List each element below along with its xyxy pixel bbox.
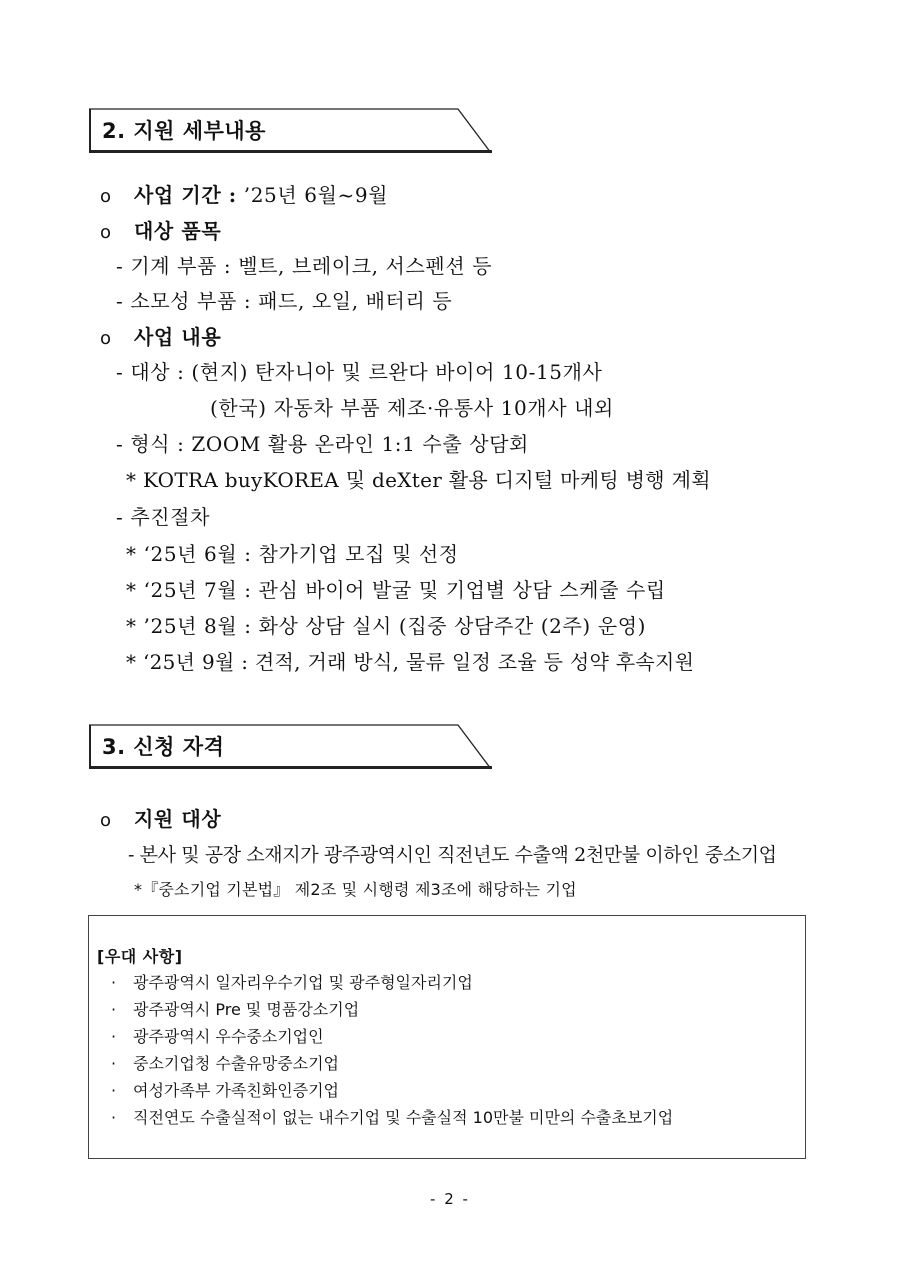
procedure-step-2: * ‘25년 7월 : 관심 바이어 발굴 및 기업별 상담 스케줄 수립 [126,578,666,602]
period-value: ’25년 6월~9월 [243,183,389,207]
bullet-marker: o [100,222,112,243]
format-note: * KOTRA buyKOREA 및 deXter 활용 디지털 마케팅 병행 계획 [126,468,711,492]
items-heading [100,217,221,247]
content-heading [100,323,221,353]
item-line-2: - 소모성 부품 : 패드, 오일, 배터리 등 [116,289,453,313]
page-number: - 2 - [430,1190,470,1208]
preference-item: · 광주광역시 Pre 및 명품강소기업 [111,1000,360,1019]
eligibility-label: 지원 대상 [134,807,222,831]
bullet-marker: o [100,186,112,207]
section-2-title: 2. 지원 세부내용 [102,119,266,143]
section-3-header [88,724,492,770]
target-line-1: - 대상 : (현지) 탄자니아 및 르완다 바이어 10-15개사 [116,360,603,384]
procedure-step-3: * ’25년 8월 : 화상 상담 실시 (집중 상담주간 (2주) 운영) [126,614,647,638]
section-3-title: 3. 신청 자격 [102,735,225,759]
preference-item: · 직전연도 수출실적이 없는 내수기업 및 수출실적 10만불 미만의 수출초보기업 [111,1108,674,1127]
content-label: 사업 내용 [134,325,222,349]
item-line-1: - 기계 부품 : 벨트, 브레이크, 서스펜션 등 [116,254,493,278]
bullet-marker: o [100,810,112,831]
procedure-label: - 추진절차 [116,505,210,529]
procedure-step-4: * ‘25년 9월 : 견적, 거래 방식, 물류 일정 조율 등 성약 후속지원 [126,650,695,674]
target-line-2: (한국) 자동차 부품 제조·유통사 10개사 내외 [210,396,614,420]
preference-item: · 광주광역시 우수중소기업인 [111,1027,324,1046]
eligibility-heading [100,805,221,835]
items-label: 대상 품목 [134,219,222,243]
section-2-header [88,108,492,154]
format-line: - 형식 : ZOOM 활용 온라인 1:1 수출 상담회 [116,432,529,456]
preference-title: [우대 사항] [97,947,183,966]
eligibility-line: - 본사 및 공장 소재지가 광주광역시인 직전년도 수출액 2천만불 이하인 중소기업 [128,844,777,866]
bullet-marker: o [100,328,112,349]
eligibility-note: *『중소기업 기본법』 제2조 및 시행령 제3조에 해당하는 기업 [134,880,577,899]
preference-item: · 광주광역시 일자리우수기업 및 광주형일자리기업 [111,973,473,992]
period-label: 사업 기간 : [134,183,237,207]
preference-box [88,915,806,1159]
period-line [100,181,388,211]
preference-item: · 여성가족부 가족친화인증기업 [111,1081,340,1100]
preference-item: · 중소기업청 수출유망중소기업 [111,1054,340,1073]
procedure-step-1: * ‘25년 6월 : 참가기업 모집 및 선정 [126,542,459,566]
